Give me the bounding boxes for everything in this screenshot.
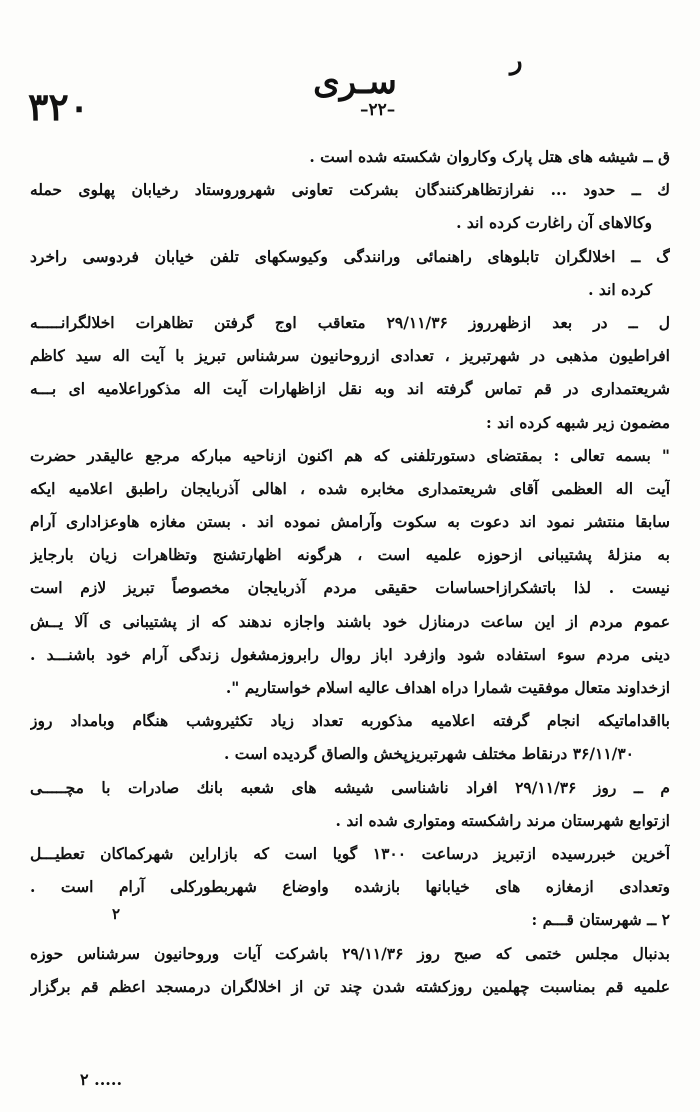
body-line: وکالاهای آن راغارت کرده اند . xyxy=(456,213,652,233)
folio-number: ۳۲۰ xyxy=(28,84,90,129)
body-line: ك ــ حدود ... نفرازتظاهرکنندگان بشرکت تعاونی شهروروستاد رخیابان پهلوی حمله xyxy=(30,180,670,200)
body-line: دینی مردم سوء استفاده شود وازفرد اباز روال رابروزمشغول زندگی آرام خود باشنـــد . xyxy=(30,644,670,664)
body-line: " بسمه تعالی : بمقتضای دستورتلفنی که هم اکنون ازناحیه مبارکه مرجع عالیقدر حضرت xyxy=(30,445,670,465)
body-line: ق ــ شیشه های هتل پارک وکاروان شکسته شده است . xyxy=(309,147,670,166)
margin-number: ۲ xyxy=(112,905,121,923)
body-line: آخرین خبررسیده ازتبریز درساعت ۱۳۰۰ گویا است که بازاراین شهرکماکان تعطیـــل xyxy=(30,843,670,863)
body-line: سابقا منتشر نمود اند دعوت به سکوت وآرامش نموده اند . بستن مغازه هاوعزاداری آرام xyxy=(30,512,670,532)
body-line: ۲ ــ شهرستان قـــم : xyxy=(531,910,670,930)
body-line: ۳۶/۱۱/۳۰ درنقاط مختلف شهرتبریزپخش والصاق گردیده است . xyxy=(223,744,634,764)
page-number: –۲۲– xyxy=(360,100,396,120)
body-line: آیت اله العظمی آقای شریعتمداری مخابره شده ، اهالی آذربایجان راطبق اعلامیه ایکه xyxy=(30,478,670,498)
body-line: ازخداوند متعال موفقیت شمارا دراه اهداف عالیه اسلام خواستاریم ". xyxy=(225,678,670,697)
body-line: کرده اند . xyxy=(588,279,652,299)
document-body xyxy=(30,140,670,1003)
body-line: ل ــ در بعد ازظهرروز ۲۹/۱۱/۳۶ متعاقب اوج گرفتن تظاهرات اخلالگرانـــــه xyxy=(30,312,670,332)
body-line: شریعتمداری در قم تماس گرفته اند وبه نقل ازاظهارات آیت اله مذکوراعلامیه ای بـــه xyxy=(30,379,670,399)
body-line: افراطیون مذهبی در شهرتبریز ، تعدادی ازروحانیون سرشناس تبریز با آیت اله سید کاظم xyxy=(30,346,670,366)
footer-fragment: ..... ۲ xyxy=(80,1070,123,1089)
body-line: علمیه قم بمناسبت چهلمین روزکشته شدن چند تن از اخلالگران درمسجد اعظم قم برگزار xyxy=(30,976,670,996)
body-line: بدنبال مجلس ختمی که صبح روز ۲۹/۱۱/۳۶ باشرکت آیات وروحانیون سرشناس حوزه xyxy=(30,943,670,963)
body-line: عموم مردم از این ساعت درمنازل خود باشند واجازه ندهند که از پشتیبانی ی آلا یــش xyxy=(30,611,670,631)
body-line: نیست . لذا باتشکرازاحساسات حقیقی مردم آذربایجان مخصوصاً تبریز لازم است xyxy=(30,578,670,598)
body-line: گ ــ اخلالگران تابلوهای راهنمائی ورانندگی وکیوسکهای تلفن خیابان فردوسی راخرد xyxy=(30,246,670,266)
body-line: به منزلهٔ پشتیبانی ازحوزه علمیه است ، هرگونه اظهارتشنج وتظاهرات زیان بارجایز xyxy=(30,545,670,565)
body-line: م ــ روز ۲۹/۱۱/۳۶ افراد ناشناسی شیشه های شعبه بانك صادرات با مچـــــی xyxy=(30,777,670,797)
body-line: ازتوابع شهرستان مرند راشکسته ومتواری شده اند . xyxy=(335,810,670,830)
classification-stamp: سـرى xyxy=(313,62,397,102)
body-line: وتعدادی ازمغازه های خیابانها بازشده واوضاع شهربطورکلی آرام است . xyxy=(30,877,670,897)
body-line: بااقداماتیکه انجام گرفته اعلامیه مذکوربه تعداد زیاد تکثیروشب هنگام وبامداد روز xyxy=(30,711,670,731)
body-line: مضمون زیر شبهه کرده اند : xyxy=(486,412,670,432)
corner-handwritten-mark: ر xyxy=(510,46,523,76)
